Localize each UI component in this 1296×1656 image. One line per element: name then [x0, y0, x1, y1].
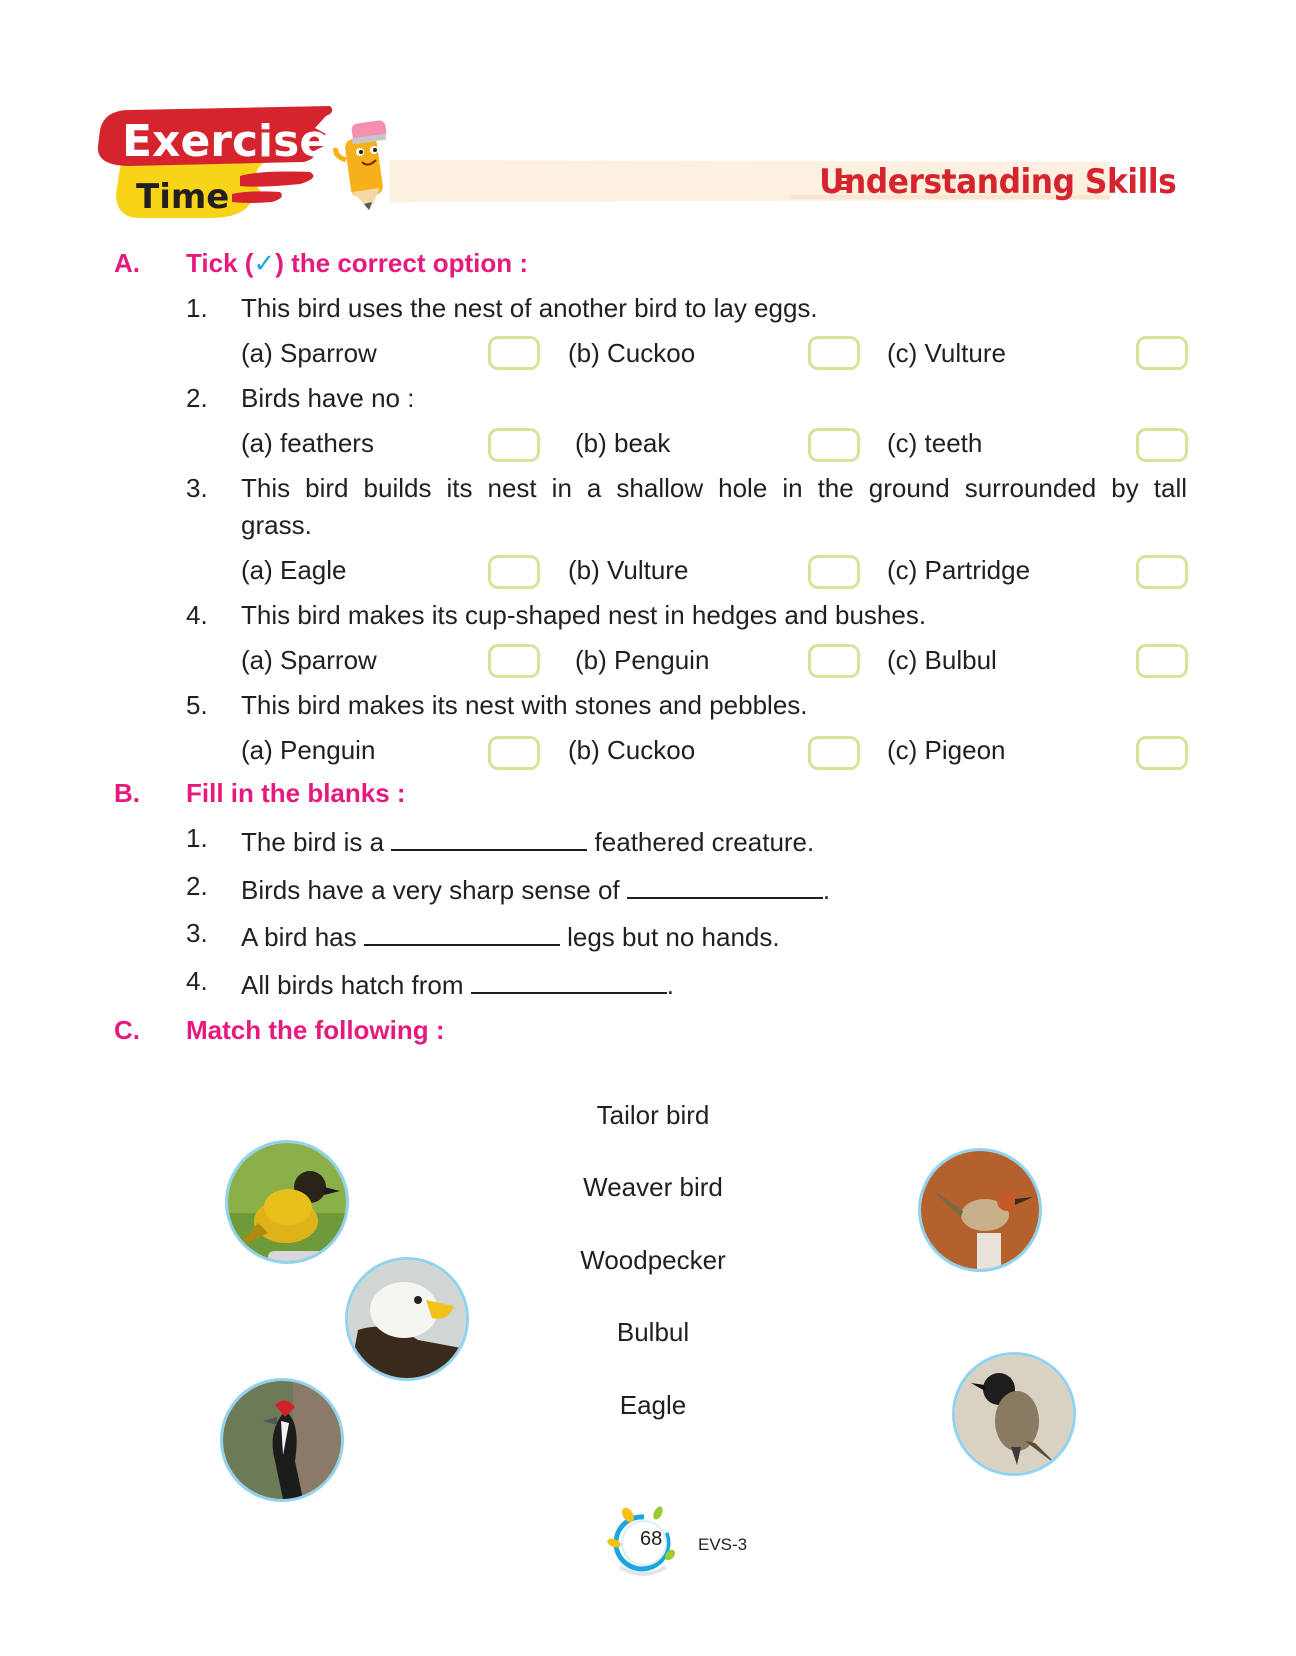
section-b-title: Fill in the blanks :	[186, 778, 406, 808]
section-b-letter: B.	[114, 778, 140, 808]
fill-blank-item: Birds have a very sharp sense of .	[241, 871, 830, 906]
question-text: This bird builds its nest in a shallow hole in the ground surrounded by tall	[241, 473, 1187, 503]
match-name: Eagle	[619, 1390, 687, 1420]
bulbul-photo[interactable]	[952, 1352, 1076, 1476]
match-name: Tailor bird	[596, 1100, 710, 1130]
fill-blank-item: The bird is a feathered creature.	[241, 823, 814, 858]
option-label: (b) beak	[575, 428, 671, 458]
section-a-letter: A.	[114, 248, 140, 278]
tick-box[interactable]	[1136, 555, 1188, 589]
tick-box[interactable]	[1136, 644, 1188, 678]
tick-box[interactable]	[488, 555, 540, 589]
question-number: 1.	[186, 823, 208, 853]
question-number: 3.	[186, 473, 208, 503]
option-label: (c) Bulbul	[887, 645, 997, 675]
blank-line[interactable]	[627, 871, 823, 899]
question-number: 3.	[186, 918, 208, 948]
option-label: (c) Vulture	[887, 338, 1006, 368]
tick-box[interactable]	[1136, 736, 1188, 770]
pencil-mascot-icon	[336, 120, 387, 210]
tick-box[interactable]	[488, 736, 540, 770]
question-number: 2.	[186, 383, 208, 413]
question-text: This bird uses the nest of another bird to lay eggs.	[241, 293, 818, 323]
section-c-letter: C.	[114, 1015, 140, 1045]
question-text: This bird makes its cup-shaped nest in hedges and bushes.	[241, 600, 927, 630]
section-label: Understanding Skills	[818, 162, 1176, 202]
tailor-bird-photo[interactable]	[918, 1148, 1042, 1272]
fill-blank-item: All birds hatch from .	[241, 966, 674, 1001]
option-label: (a) Penguin	[241, 735, 376, 765]
option-label: (a) Sparrow	[241, 645, 377, 675]
option-label: (a) feathers	[241, 428, 374, 458]
section-a-title: Tick (✓) the correct option :	[186, 248, 529, 278]
tick-box[interactable]	[808, 736, 860, 770]
badge-line2: Time	[136, 177, 230, 217]
woodpecker-photo[interactable]	[220, 1378, 344, 1502]
match-name: Weaver bird	[583, 1172, 723, 1202]
section-c-title: Match the following :	[186, 1015, 445, 1045]
tick-box[interactable]	[488, 336, 540, 370]
tick-box[interactable]	[1136, 428, 1188, 462]
tick-box[interactable]	[808, 336, 860, 370]
option-label: (b) Cuckoo	[568, 735, 696, 765]
question-text: This bird makes its nest with stones and pebbles.	[241, 690, 808, 720]
tick-icon: ✓	[253, 248, 276, 278]
question-text-continued: grass.	[241, 510, 312, 540]
option-label: (a) Eagle	[241, 555, 347, 585]
blank-line[interactable]	[391, 823, 587, 851]
tick-box[interactable]	[808, 644, 860, 678]
option-label: (b) Cuckoo	[568, 338, 696, 368]
question-text: Birds have no :	[241, 383, 415, 413]
question-number: 4.	[186, 600, 208, 630]
option-label: (c) Partridge	[887, 555, 1031, 585]
tick-box[interactable]	[488, 428, 540, 462]
option-label: (b) Vulture	[568, 555, 689, 585]
blank-line[interactable]	[471, 966, 667, 994]
option-label: (b) Penguin	[575, 645, 710, 675]
badge-line1: Exercise	[122, 116, 330, 167]
fill-blank-item: A bird has legs but no hands.	[241, 918, 780, 953]
tick-box[interactable]	[1136, 336, 1188, 370]
option-label: (c) Pigeon	[887, 735, 1006, 765]
eagle-photo[interactable]	[345, 1257, 469, 1381]
match-name: Woodpecker	[580, 1245, 726, 1275]
page-number: 68	[640, 1528, 663, 1550]
question-number: 1.	[186, 293, 208, 323]
question-number: 4.	[186, 966, 208, 996]
question-number: 5.	[186, 690, 208, 720]
tick-box[interactable]	[488, 644, 540, 678]
option-label: (c) teeth	[887, 428, 983, 458]
weaver-bird-photo[interactable]	[225, 1140, 349, 1264]
option-label: (a) Sparrow	[241, 338, 377, 368]
tick-box[interactable]	[808, 555, 860, 589]
book-code: EVS-3	[698, 1535, 748, 1554]
match-name: Bulbul	[616, 1317, 690, 1347]
question-number: 2.	[186, 871, 208, 901]
blank-line[interactable]	[364, 918, 560, 946]
tick-box[interactable]	[808, 428, 860, 462]
